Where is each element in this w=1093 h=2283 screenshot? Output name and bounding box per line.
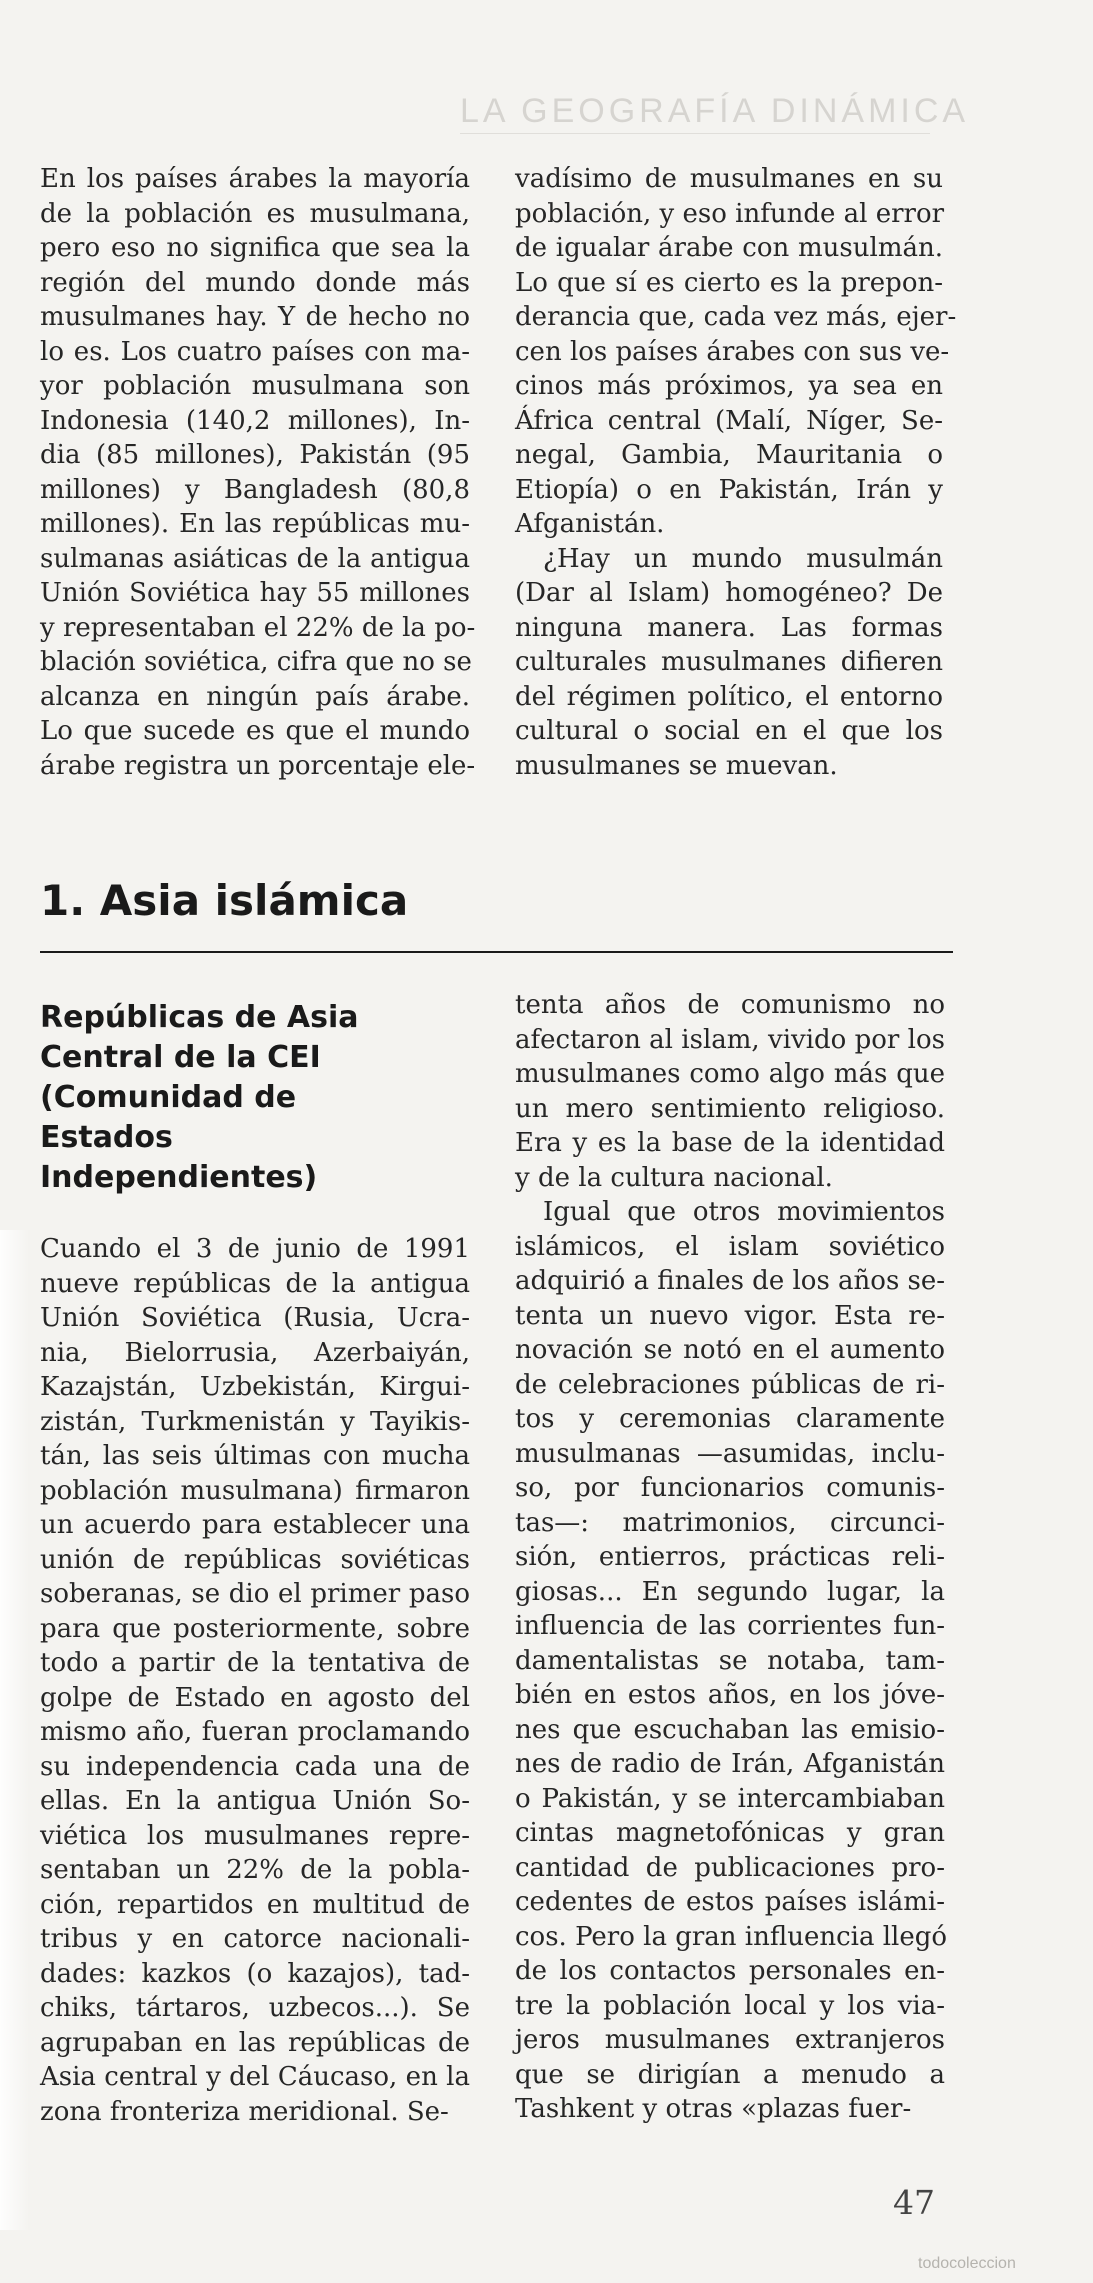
text-line: viética los musulmanes repre-	[40, 1820, 470, 1851]
text-line: sentaban un 22% de la pobla-	[40, 1855, 470, 1885]
text-line: un mero sentimiento religioso.	[515, 1093, 945, 1124]
text-line: Afganistán.	[515, 509, 665, 539]
section-divider	[40, 951, 953, 953]
text-line: adquirió a finales de los años se-	[515, 1266, 946, 1296]
text-line: musulmanes se muevan.	[515, 750, 838, 781]
text-line: cos. Pero la gran influencia llegó	[515, 1921, 948, 1952]
subheading-line: Central de la CEI	[40, 1040, 321, 1075]
text-line: zistán, Turkmenistán y Tayikis-	[40, 1406, 470, 1437]
text-line: región del mundo donde más	[40, 267, 470, 298]
text-line: África central (Malí, Níger, Se-	[515, 405, 943, 436]
text-line: para que posteriormente, sobre	[40, 1613, 470, 1644]
text-line: dades: kazkos (o kazajos), tad-	[40, 1958, 470, 1989]
text-column-top-left	[40, 162, 476, 783]
text-line: Cuando el 3 de junio de 1991	[40, 1234, 470, 1264]
text-line: musulmanes hay. Y de hecho no	[40, 302, 470, 332]
text-line: Tashkent y otras «plazas fuer-	[515, 2094, 912, 2124]
text-line: tas—: matrimonios, circunci-	[515, 1507, 945, 1538]
text-line: o Pakistán, y se intercambiaban	[515, 1783, 945, 1814]
text-line: Igual que otros movimientos	[543, 1197, 945, 1227]
text-line: nueve repúblicas de la antigua	[40, 1268, 470, 1299]
text-line: zona fronteriza meridional. Se-	[40, 2096, 449, 2127]
text-line: En los países árabes la mayoría	[40, 164, 470, 194]
text-line: negal, Gambia, Mauritania o	[515, 440, 943, 470]
text-line: lo es. Los cuatro países con ma-	[40, 336, 470, 367]
text-line: culturales musulmanes difieren	[515, 647, 943, 677]
text-line: Etiopía) o en Pakistán, Irán y	[515, 474, 943, 505]
text-line: soberanas, se dio el primer paso	[40, 1579, 470, 1609]
text-line: de celebraciones públicas de ri-	[515, 1369, 945, 1400]
text-line: del régimen político, el entorno	[515, 681, 943, 712]
text-line: Lo que sucede es que el mundo	[40, 716, 470, 746]
text-line: un acuerdo para establecer una	[40, 1510, 470, 1540]
text-line: cinos más próximos, ya sea en	[515, 371, 943, 401]
subheading-line: Independientes)	[40, 1160, 318, 1195]
text-line: dia (85 millones), Pakistán (95	[40, 440, 470, 470]
section-title: 1. Asia islámica	[40, 876, 409, 925]
text-line: nes de radio de Irán, Afganistán	[515, 1749, 945, 1779]
text-line: nes que escuchaban las emisio-	[515, 1714, 945, 1745]
text-line: ninguna manera. Las formas	[515, 612, 943, 643]
text-line: tán, las seis últimas con mucha	[40, 1441, 470, 1471]
text-line: millones). En las repúblicas mu-	[40, 509, 470, 539]
text-line: Unión Soviética hay 55 millones	[40, 578, 470, 608]
text-line: de igualar árabe con musulmán.	[515, 233, 943, 263]
text-line: Unión Soviética (Rusia, Ucra-	[40, 1303, 470, 1333]
text-line: golpe de Estado en agosto del	[40, 1682, 470, 1713]
text-line: de los contactos personales en-	[515, 1956, 945, 1986]
text-line: cintas magnetofónicas y gran	[515, 1818, 945, 1848]
text-line: y de la cultura nacional.	[515, 1162, 833, 1193]
text-line: damentalistas se notaba, tam-	[515, 1645, 945, 1676]
text-line: so, por funcionarios comunis-	[515, 1473, 945, 1503]
text-line: pero eso no significa que sea la	[40, 233, 470, 263]
text-line: agrupaban en las repúblicas de	[40, 2027, 470, 2058]
text-line: Kazajstán, Uzbekistán, Kirgui-	[40, 1372, 470, 1402]
text-line: novación se notó en el aumento	[515, 1335, 945, 1365]
text-line: cedentes de estos países islámi-	[515, 1887, 945, 1917]
text-line: nia, Bielorrusia, Azerbaiyán,	[40, 1337, 470, 1368]
text-line: mismo año, fueran proclamando	[40, 1717, 470, 1747]
text-line: cen los países árabes con sus ve-	[515, 336, 950, 367]
text-line: cantidad de publicaciones pro-	[515, 1852, 945, 1883]
text-line: tenta años de comunismo no	[515, 990, 945, 1020]
text-line: ellas. En la antigua Unión So-	[40, 1786, 470, 1816]
text-line: musulmanas —asumidas, inclu-	[515, 1438, 945, 1469]
text-line: Lo que sí es cierto es la prepon-	[515, 267, 943, 298]
text-line: afectaron al islam, vivido por los	[515, 1024, 945, 1055]
page-number: 47	[893, 2183, 935, 2222]
text-line: millones) y Bangladesh (80,8	[40, 474, 470, 505]
text-line: tos y ceremonias claramente	[515, 1404, 945, 1434]
binding-shadow	[0, 1230, 30, 2230]
text-line: jeros musulmanes extranjeros	[515, 2025, 945, 2055]
running-header: LA GEOGRAFÍA DINÁMICA	[460, 92, 970, 130]
text-line: yor población musulmana son	[40, 371, 470, 401]
text-column-top-right	[515, 162, 957, 783]
text-line: Indonesia (140,2 millones), In-	[40, 405, 470, 436]
subheading-line: Repúblicas de Asia	[40, 1000, 359, 1035]
text-line: musulmanes como algo más que	[515, 1059, 945, 1089]
text-line: (Dar al Islam) homogéneo? De	[515, 578, 943, 608]
text-line: ¿Hay un mundo musulmán	[543, 543, 943, 574]
text-line: derancia que, cada vez más, ejer-	[515, 302, 957, 332]
text-line: y representaban el 22% de la po-	[40, 612, 476, 643]
text-line: población, y eso infunde al error	[515, 198, 945, 229]
text-line: giosas... En segundo lugar, la	[515, 1576, 945, 1607]
text-line: Era y es la base de la identidad	[515, 1128, 945, 1158]
text-column-bottom-left	[40, 1232, 470, 2129]
text-line: blación soviética, cifra que no se	[40, 647, 472, 677]
header-rule	[460, 133, 930, 134]
text-line: sión, entierros, prácticas reli-	[515, 1542, 945, 1572]
text-line: cultural o social en el que los	[515, 716, 943, 746]
text-line: de la población es musulmana,	[40, 198, 470, 229]
text-line: Asia central y del Cáucaso, en la	[40, 2062, 470, 2092]
text-column-bottom-right	[515, 988, 948, 2127]
text-line: población musulmana) firmaron	[40, 1475, 470, 1506]
text-line: influencia de las corrientes fun-	[515, 1611, 945, 1641]
subheading-line: Estados	[40, 1120, 173, 1155]
text-line: tenta un nuevo vigor. Esta re-	[515, 1300, 945, 1331]
text-line: árabe registra un porcentaje ele-	[40, 750, 476, 781]
text-line: su independencia cada una de	[40, 1751, 470, 1782]
text-line: ción, repartidos en multitud de	[40, 1889, 470, 1920]
text-line: todo a partir de la tentativa de	[40, 1648, 470, 1678]
text-line: vadísimo de musulmanes en su	[515, 164, 943, 194]
watermark: todocoleccion	[918, 2255, 1016, 2272]
text-line: unión de repúblicas soviéticas	[40, 1544, 470, 1575]
text-line: bién en estos años, en los jóve-	[515, 1680, 945, 1710]
text-line: sulmanas asiáticas de la antigua	[40, 543, 470, 574]
text-line: alcanza en ningún país árabe.	[40, 681, 470, 712]
text-line: que se dirigían a menudo a	[515, 2059, 945, 2090]
text-line: tre la población local y los via-	[515, 1990, 945, 2021]
text-line: chiks, tártaros, uzbecos...). Se	[40, 1993, 470, 2023]
text-line: islámicos, el islam soviético	[515, 1231, 945, 1262]
subsection-heading	[40, 998, 480, 1198]
subheading-line: (Comunidad de	[40, 1080, 297, 1115]
text-line: tribus y en catorce nacionali-	[40, 1924, 470, 1954]
